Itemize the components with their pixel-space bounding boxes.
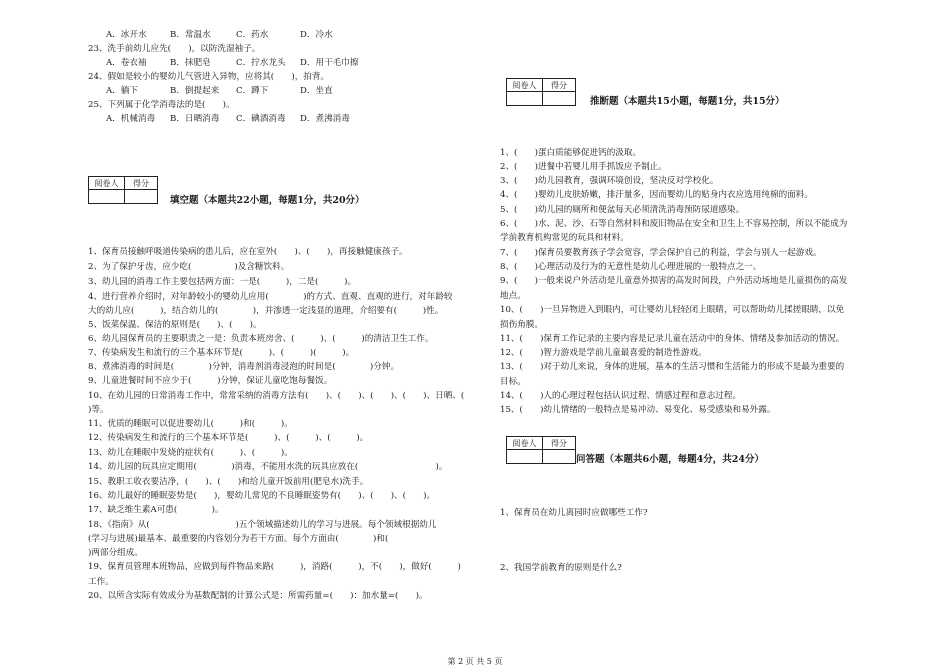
judgement-line: 13、( )对于幼儿来说，身体的进展，基本的生活习惯和生活能力的形成不是最为重要的 [500, 362, 845, 372]
fill-line: 13、幼儿在睡眠中发烧的症状有( )、( )。 [88, 448, 293, 458]
fill-line: 7、传染病发生和流行的三个基本环节是( )、( )( )。 [88, 348, 355, 358]
score-box-score-label: 得分 [543, 437, 575, 450]
judgement-line: 6、( )水、泥、沙、石等自然材料和废旧物品在安全和卫生上不容易控制，所以不能成为 [500, 219, 848, 229]
fill-line: 17、缺乏维生素A可患( )。 [88, 505, 224, 515]
q25-option-a: A．机械消毒 [106, 114, 156, 124]
fill-line: 1、保育员接触呼吸道传染病的患儿后，应在室外( )、( )，再接触健康孩子。 [88, 247, 408, 257]
q22-option-a: A．冰开水 [106, 30, 147, 40]
q24-option-a: A．躺下 [106, 86, 138, 96]
fill-line: 18、《指南》从( )五个领域描述幼儿的学习与进展。每个领域根据幼儿 [88, 520, 437, 530]
fill-line: )两部分组成。 [88, 548, 143, 558]
judgement-line: 学前教育机构常见的玩具和材料。 [500, 233, 629, 243]
section-title-judgement: 推断题（本题共15小题，每题1分，共15分） [590, 96, 785, 107]
q25-option-d: D．煮沸消毒 [300, 114, 350, 124]
question-24: 24、假如是较小的婴幼儿气管进入异物，应将其( )，拍背。 [88, 72, 330, 82]
q24-option-b: B．倒提起来 [170, 86, 220, 96]
score-box-score-cell [543, 92, 575, 105]
question-25: 25、下列属于化学消毒法的是( )。 [88, 100, 235, 110]
score-box-grader-label: 阅卷人 [89, 177, 125, 190]
judgement-line: 14、( )人的心理过程包括认识过程、情感过程和意志过程。 [500, 391, 742, 401]
q24-option-c: C．蹲下 [236, 86, 269, 96]
q24-option-d: D．坐直 [300, 86, 333, 96]
judgement-line: 4、( )婴幼儿皮肤娇嫩，排汗量多，因而婴幼儿的贴身内衣应选用纯棉的面料。 [500, 190, 813, 200]
judgement-line: 9、( )一般来说户外活动是儿童意外损害的高发时间段，户外活动场地是儿童损伤的高发 [500, 276, 848, 286]
question-23: 23、洗手前幼儿应先( )，以防洗湿袖子。 [88, 44, 261, 54]
fill-line: (学习与进展)最基本、最重要的内容划分为若干方面。每个方面由( )和( [88, 534, 389, 544]
judgement-line: 损伤角膜。 [500, 320, 543, 330]
q25-option-c: C．碘酒消毒 [236, 114, 286, 124]
section-title-qa: 问答题（本题共6小题，每题4分，共24分） [576, 454, 764, 465]
judgement-line: 地点。 [500, 291, 526, 301]
score-box-score-cell [125, 190, 157, 203]
fill-line: 4、进行营养介绍时，对年龄较小的婴幼儿应用( )的方式、直观、直观的进行，对年龄较 [88, 292, 453, 302]
judgement-line: 11、( )保育工作记录的主要内容是记录儿童在活动中的身体、情绪及参加活动的情况。 [500, 334, 845, 344]
score-box-score-cell [543, 450, 575, 463]
fill-line: 9、儿童进餐时间不应少于( )分钟，保证儿童吃饱每餐饭。 [88, 376, 333, 386]
section-title-fill-blank: 填空题（本题共22小题，每题1分，共20分） [170, 195, 365, 206]
fill-line: 2、为了保护牙齿，应少吃( )及含糖饮料。 [88, 262, 290, 272]
fill-line: 15、教职工收衣要洁净，( )、( )和给儿童开饭前用(肥皂水)洗手。 [88, 477, 369, 487]
fill-line: 19、保育员管理本班物品，应做到每件物品来路( )，消路( )，不( )，做好( ) [88, 562, 461, 572]
score-box-grader-cell [507, 92, 543, 105]
fill-line: 8、煮沸消毒的时间是( )分钟，消毒剂消毒浸泡的时间是( )分钟。 [88, 362, 400, 372]
score-box-grader-cell [89, 190, 125, 203]
judgement-line: 目标。 [500, 377, 526, 387]
score-box-fill-blank [88, 176, 158, 204]
score-box-grader-cell [507, 450, 543, 463]
fill-line: )等。 [88, 405, 109, 415]
fill-line: 16、幼儿最好的睡眠姿势是( )，婴幼儿常见的不良睡眠姿势有( )、( )、( )。 [88, 491, 436, 501]
score-box-score-label: 得分 [125, 177, 157, 190]
fill-line: 12、传染病发生和流行的三个基本环节是( )、( )、( )。 [88, 433, 369, 443]
judgement-line: 7、( )保育员要教育孩子学会宽容，学会保护自己的利益，学会与别人一起游戏。 [500, 248, 822, 258]
fill-line: 大的幼儿应( )，结合幼儿的( )，并渗透一定浅显的道理，介绍要有( )性。 [88, 306, 444, 316]
page-footer: 第 2 页 共 5 页 [447, 657, 503, 666]
judgement-line: 1、( )蛋白质能够促进钙的汲取。 [500, 148, 642, 158]
judgement-line: 10、( )一旦异物进入到眼内，可让婴幼儿轻轻闭上眼睛，可以帮助幼儿揉搓眼睛，以免 [500, 305, 845, 315]
fill-line: 20、以所含实际有效成分为基数配制的计算公式是：所需药量=( )：加水量=( )。 [88, 591, 428, 601]
fill-line: 10、在幼儿园的日常消毒工作中，常常采纳的消毒方法有( )、( )、( )、( )、日晒、( [88, 391, 482, 401]
q25-option-b: B．日晒消毒 [170, 114, 220, 124]
q22-option-b: B．常温水 [170, 30, 211, 40]
score-box-qa [506, 436, 576, 464]
fill-line: 14、幼儿园的玩具应定期用( )消毒，不能用水洗的玩具应放在( )。 [88, 462, 448, 472]
judgement-line: 15、( )幼儿情绪的一般特点是易冲动、易变化、易受感染和易外露。 [500, 405, 776, 415]
judgement-line: 8、( )心理活动及行为的无意性是幼儿心理进展的一般特点之一。 [500, 262, 762, 272]
score-box-judgement [506, 78, 576, 106]
fill-line: 5、饭菜保温、保洁的原则是( )、( )。 [88, 320, 262, 330]
score-box-grader-label: 阅卷人 [507, 79, 543, 92]
q22-option-d: D．冷水 [300, 30, 333, 40]
score-box-grader-label: 阅卷人 [507, 437, 543, 450]
judgement-line: 5、( )幼儿园的厕所和便盆每天必须清洗消毒预防尿道感染。 [500, 205, 745, 215]
judgement-line: 2、( )进餐中若婴儿用手抓饭应予制止。 [500, 162, 667, 172]
q23-option-c: C．拧水龙头 [236, 58, 286, 68]
q22-option-c: C．药水 [236, 30, 269, 40]
fill-line: 11、优质的睡眠可以促进婴幼儿( )和( )。 [88, 419, 293, 429]
score-box-score-label: 得分 [543, 79, 575, 92]
qa-question-1: 1、保育员在幼儿离园时应做哪些工作? [500, 508, 648, 518]
q23-option-a: A．卷衣袖 [106, 58, 147, 68]
qa-question-2: 2、我国学前教育的原则是什么? [500, 563, 622, 573]
judgement-line: 3、( )幼儿园教育，强调环境创设，坚决反对学校化。 [500, 176, 719, 186]
fill-line: 3、幼儿园的消毒工作主要包括两方面：一是( )，二是( )。 [88, 277, 357, 287]
fill-line: 6、幼儿园保育员的主要职责之一是：负责本班房舍、( )、( )的清洁卫生工作。 [88, 334, 434, 344]
judgement-line: 12、( )智力游戏是学前儿童最喜爱的制造性游戏。 [500, 348, 707, 358]
fill-line: 工作。 [88, 577, 114, 587]
q23-option-b: B．抹肥皂 [170, 58, 211, 68]
q23-option-d: D．用干毛巾擦 [300, 58, 359, 68]
